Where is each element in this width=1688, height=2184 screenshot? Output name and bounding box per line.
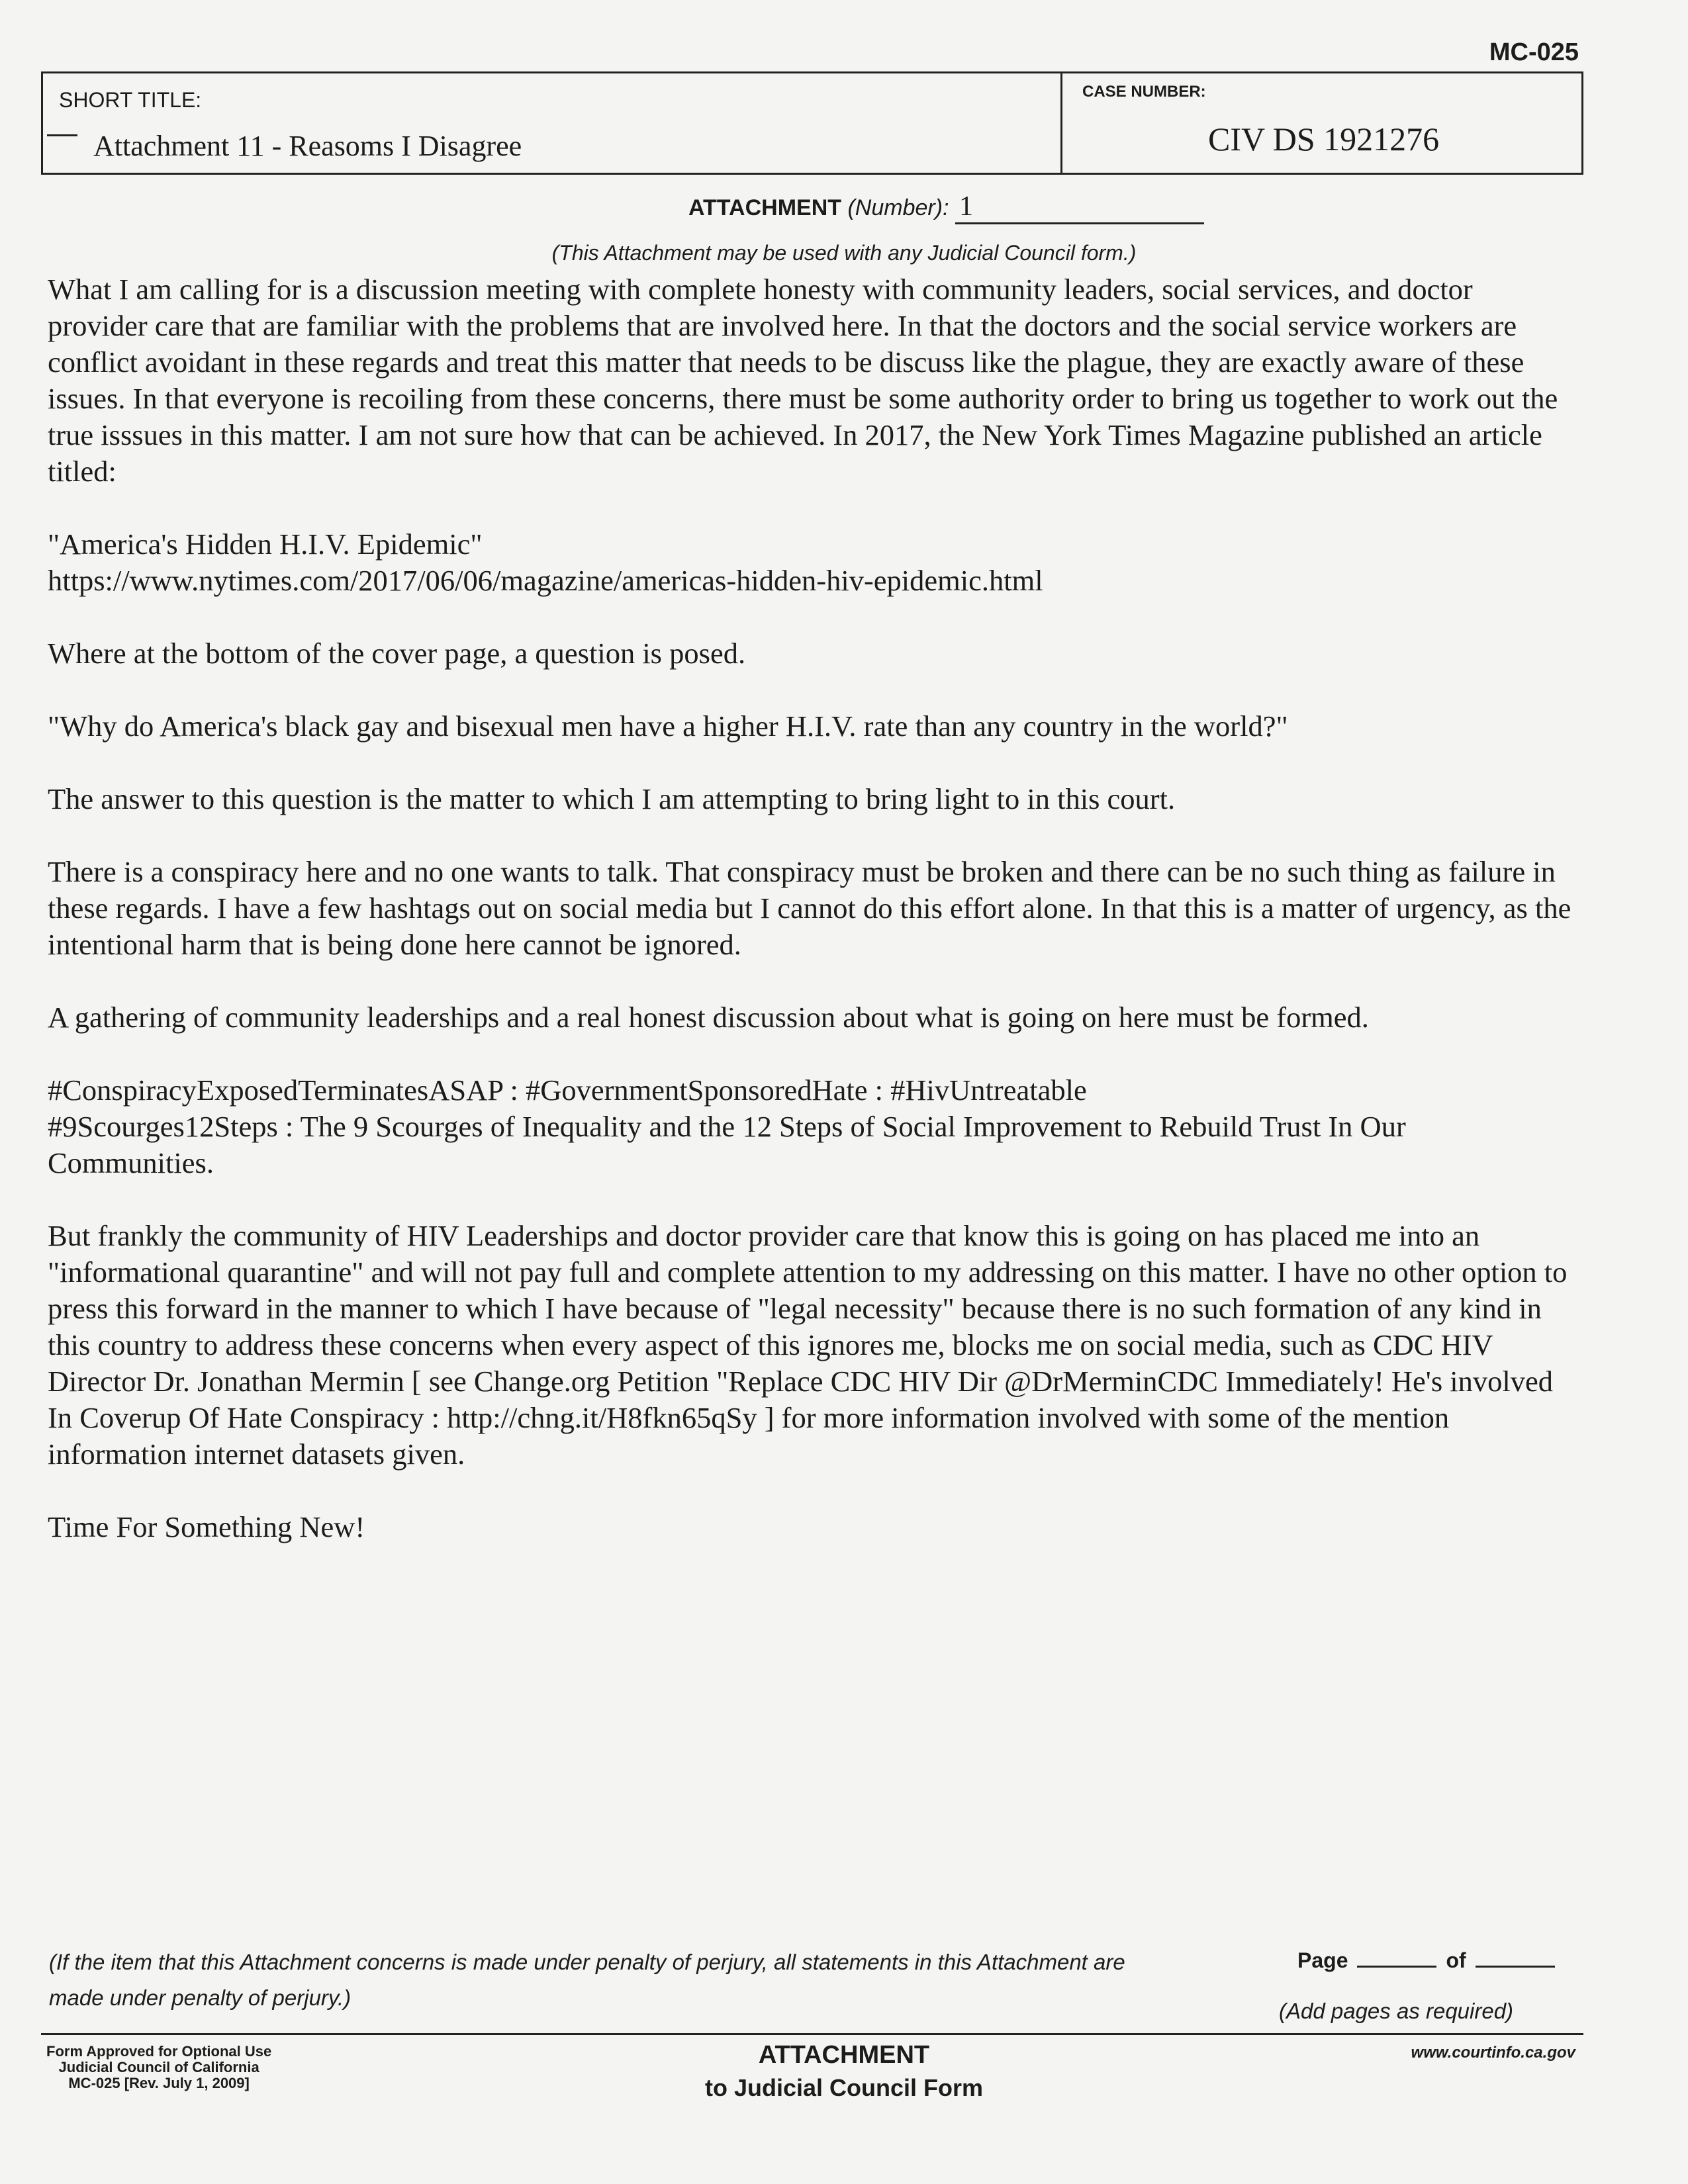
caption-header-box [41, 71, 1583, 175]
form-approval-line-2: Judicial Council of California [58, 2059, 259, 2075]
attachment-number-line [688, 191, 1204, 224]
body-paragraph-conspiracy: There is a conspiracy here and no one wants to talk. That conspiracy must be broken and there can be no such thing as failure in these regards. I have a few hashtags out on social media but I cannot do this effort alone. In that this is a matter of urgency, as the intentional harm that is being done here cannot be ignored. [48, 855, 1571, 961]
short-title-value: Attachment 11 - Reasoms I Disagree [93, 130, 522, 162]
of-label: of [1446, 1948, 1466, 1972]
form-number: MC-025 [1489, 38, 1579, 66]
attachment-number-value: 1 [955, 191, 1204, 224]
court-website: www.courtinfo.ca.gov [1411, 2044, 1575, 2062]
body-paragraph-answer: The answer to this question is the matter to which I am attempting to bring light to in this court. [48, 782, 1176, 815]
case-number-label: CASE NUMBER: [1082, 83, 1206, 101]
article-title: "America's Hidden H.I.V. Epidemic" [48, 527, 483, 561]
hashtags-line-2: #9Scourges12Steps : The 9 Scourges of Inequality and the 12 Steps of Social Improvement to Rebuild Trust In Our Communities. [48, 1110, 1406, 1179]
add-pages-note: (Add pages as required) [1279, 1999, 1514, 2023]
page-label: Page [1297, 1948, 1348, 1972]
short-title-label: SHORT TITLE: [59, 88, 202, 112]
attachment-number-label: (Number): [847, 195, 949, 220]
footer-title-line-1: ATTACHMENT [758, 2041, 930, 2069]
footer-divider [41, 2033, 1583, 2035]
short-title-tick-mark [47, 134, 77, 136]
body-paragraph-intro: What I am calling for is a discussion meeting with complete honesty with community leaders, social services, and doctor provider care that are familiar with the problems that are involved here. In that the doctors and the social service workers are conflict avoidant in these regards and treat this matter that needs to be discuss like the plague, they are exactly aware of these issues. In that everyone is recoiling from these concerns, there must be some authority order to bring us together to work out the true isssues in this matter. I am not sure how that can be achieved. In 2017, the New York Times Magazine published an article titled: [48, 273, 1558, 488]
quoted-question: "Why do America's black gay and bisexual men have a higher H.I.V. rate than any country in the world?" [48, 709, 1288, 743]
page-number-blank [1357, 1966, 1436, 1968]
perjury-note: (If the item that this Attachment concerns is made under penalty of perjury, all statements in this Attachment are made under penalty of perjury.) [49, 1950, 1125, 2010]
attachment-label: ATTACHMENT [688, 195, 842, 220]
closing-line: Time For Something New! [48, 1510, 365, 1543]
total-pages-blank [1476, 1966, 1555, 1968]
footer-title-line-2: to Judicial Council Form [704, 2074, 984, 2101]
attachment-usage-note: (This Attachment may be used with any Judicial Council form.) [551, 241, 1137, 265]
article-url: https://www.nytimes.com/2017/06/06/magazine/americas-hidden-hiv-epidemic.html [48, 564, 1043, 597]
short-title-cell [43, 73, 1062, 173]
attachment-body [48, 271, 1577, 1545]
form-approval-line-3: MC-025 [Rev. July 1, 2009] [68, 2075, 250, 2091]
form-approval-line-1: Form Approved for Optional Use [46, 2043, 272, 2060]
body-paragraph-gathering: A gathering of community leaderships and a real honest discussion about what is going on here must be formed. [48, 1001, 1369, 1034]
hashtags-line-1: #ConspiracyExposedTerminatesASAP : #GovernmentSponsoredHate : #HivUntreatable [48, 1073, 1087, 1107]
body-paragraph-quarantine: But frankly the community of HIV Leaderships and doctor provider care that know this is going on has placed me into an "informational quarantine" and will not pay full and complete attention to my addressing on this matter. I have no other option to press this forward in the manner to which I have because of "legal necessity" because there is no such formation of any kind in this country to address these concerns when every aspect of this ignores me, blocks me on social media, such as CDC HIV Director Dr. Jonathan Mermin [ see Change.org Petition "Replace CDC HIV Dir @DrMerminCDC Immediately! He's involved In Coverup Of Hate Conspiracy : http://chng.it/H8fkn65qSy ] for more information involved with some of the mention information internet datasets given. [48, 1219, 1568, 1471]
case-number-value: CIV DS 1921276 [1208, 120, 1440, 158]
body-paragraph-cover-page: Where at the bottom of the cover page, a question is posed. [48, 637, 746, 670]
page-count-line [1297, 1948, 1564, 1973]
